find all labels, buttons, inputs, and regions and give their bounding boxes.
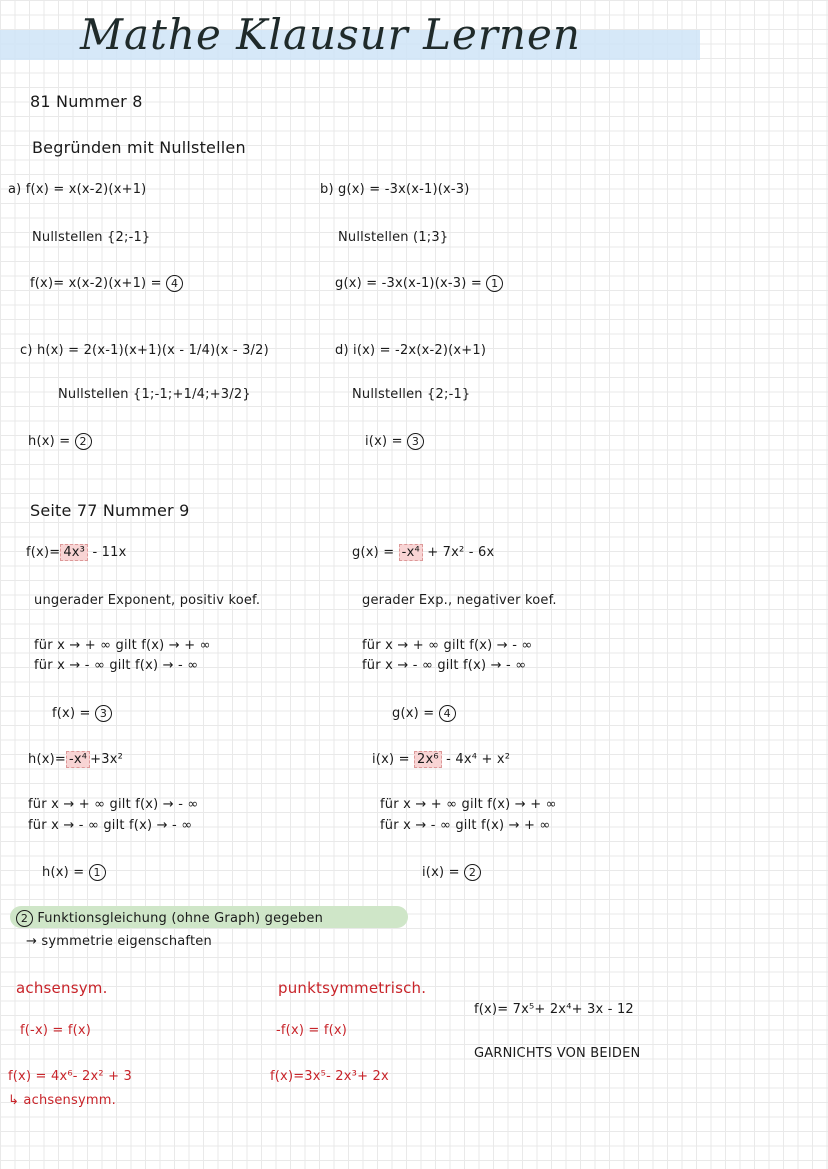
section1-heading: 81 Nummer 8 <box>30 92 143 111</box>
func-g-result <box>392 705 456 722</box>
section2-heading: Seite 77 Nummer 9 <box>30 501 190 520</box>
func-i-limit-plus: für x → + ∞ gilt f(x) → + ∞ <box>380 797 557 812</box>
func-h-rest: +3x² <box>90 752 124 767</box>
func-h-result-text: h(x) = <box>42 865 85 880</box>
func-f-answer: 3 <box>95 705 112 722</box>
task-a-result-text: f(x)= x(x-2)(x+1) = <box>30 276 162 291</box>
section1-subheading: Begründen mit Nullstellen <box>32 138 246 157</box>
func-g-prefix: g(x) = <box>352 545 395 560</box>
func-f-note: ungerader Exponent, positiv koef. <box>34 593 261 608</box>
task-d-answer: 3 <box>407 433 424 450</box>
section3-heading-text: Funktionsgleichung (ohne Graph) gegeben <box>37 911 324 926</box>
func-g-answer: 4 <box>439 705 456 722</box>
func-f <box>26 545 127 560</box>
section3-heading <box>16 910 323 927</box>
task-a-equation: a) f(x) = x(x-2)(x+1) <box>8 182 147 197</box>
point-symmetry-heading: punktsymmetrisch. <box>278 979 427 997</box>
func-g-note: gerader Exp., negativer koef. <box>362 593 557 608</box>
func-h-answer: 1 <box>89 864 106 881</box>
func-f-result-text: f(x) = <box>52 706 91 721</box>
task-d-zeros: Nullstellen {2;-1} <box>352 387 471 402</box>
func-h-prefix: h(x)= <box>28 752 66 767</box>
func-i-result <box>422 864 481 881</box>
task-b-result <box>335 275 503 292</box>
neither-note: GARNICHTS VON BEIDEN <box>474 1046 641 1061</box>
point-symmetry-example: f(x)=3x⁵- 2x³+ 2x <box>270 1069 389 1084</box>
neither-example: f(x)= 7x⁵+ 2x⁴+ 3x - 12 <box>474 1002 634 1017</box>
task-b-zeros: Nullstellen (1;3} <box>338 230 449 245</box>
func-h-result <box>42 864 106 881</box>
task-d-result-text: i(x) = <box>365 434 403 449</box>
task-a-result <box>30 275 183 292</box>
func-i-limit-minus: für x → - ∞ gilt f(x) → + ∞ <box>380 818 551 833</box>
task-c-zeros: Nullstellen {1;-1;+1/4;+3/2} <box>58 387 251 402</box>
func-i <box>372 752 510 767</box>
section3-subheading: → symmetrie eigenschaften <box>26 934 212 949</box>
task-c-answer: 2 <box>75 433 92 450</box>
task-b-answer: 1 <box>486 275 503 292</box>
page-title: Mathe Klausur Lernen <box>80 10 581 59</box>
func-f-leading-term: 4x³ <box>60 544 88 561</box>
func-h-limit-minus: für x → - ∞ gilt f(x) → - ∞ <box>28 818 193 833</box>
func-g-rest: + 7x² - 6x <box>427 545 495 560</box>
task-c-equation: c) h(x) = 2(x-1)(x+1)(x - 1/4)(x - 3/2) <box>20 343 269 358</box>
section3-number: 2 <box>16 910 33 927</box>
axis-symmetry-heading: achsensym. <box>16 979 108 997</box>
func-i-answer: 2 <box>464 864 481 881</box>
axis-symmetry-example: f(x) = 4x⁶- 2x² + 3 <box>8 1069 132 1084</box>
func-f-prefix: f(x)= <box>26 545 61 560</box>
func-f-limit-plus: für x → + ∞ gilt f(x) → + ∞ <box>34 638 211 653</box>
func-g-result-text: g(x) = <box>392 706 435 721</box>
func-f-result <box>52 705 112 722</box>
task-d-result <box>365 433 424 450</box>
func-f-rest: - 11x <box>92 545 127 560</box>
func-h-leading-term: -x⁴ <box>66 751 90 768</box>
func-g-limit-plus: für x → + ∞ gilt f(x) → - ∞ <box>362 638 533 653</box>
func-f-limit-minus: für x → - ∞ gilt f(x) → - ∞ <box>34 658 199 673</box>
func-g-leading-term: -x⁴ <box>399 544 423 561</box>
func-g <box>352 545 494 560</box>
task-b-result-text: g(x) = -3x(x-1)(x-3) = <box>335 276 482 291</box>
axis-symmetry-note: ↳ achsensymm. <box>8 1093 116 1108</box>
func-i-result-text: i(x) = <box>422 865 460 880</box>
func-g-limit-minus: für x → - ∞ gilt f(x) → - ∞ <box>362 658 527 673</box>
func-h <box>28 752 123 767</box>
point-symmetry-rule: -f(x) = f(x) <box>276 1023 348 1038</box>
func-h-limit-plus: für x → + ∞ gilt f(x) → - ∞ <box>28 797 199 812</box>
func-i-rest: - 4x⁴ + x² <box>446 752 511 767</box>
task-a-answer: 4 <box>166 275 183 292</box>
task-d-equation: d) i(x) = -2x(x-2)(x+1) <box>335 343 487 358</box>
task-b-equation: b) g(x) = -3x(x-1)(x-3) <box>320 182 470 197</box>
task-a-zeros: Nullstellen {2;-1} <box>32 230 151 245</box>
func-i-prefix: i(x) = <box>372 752 410 767</box>
func-i-leading-term: 2x⁶ <box>414 751 442 768</box>
task-c-result <box>28 433 92 450</box>
axis-symmetry-rule: f(-x) = f(x) <box>20 1023 92 1038</box>
task-c-result-text: h(x) = <box>28 434 71 449</box>
